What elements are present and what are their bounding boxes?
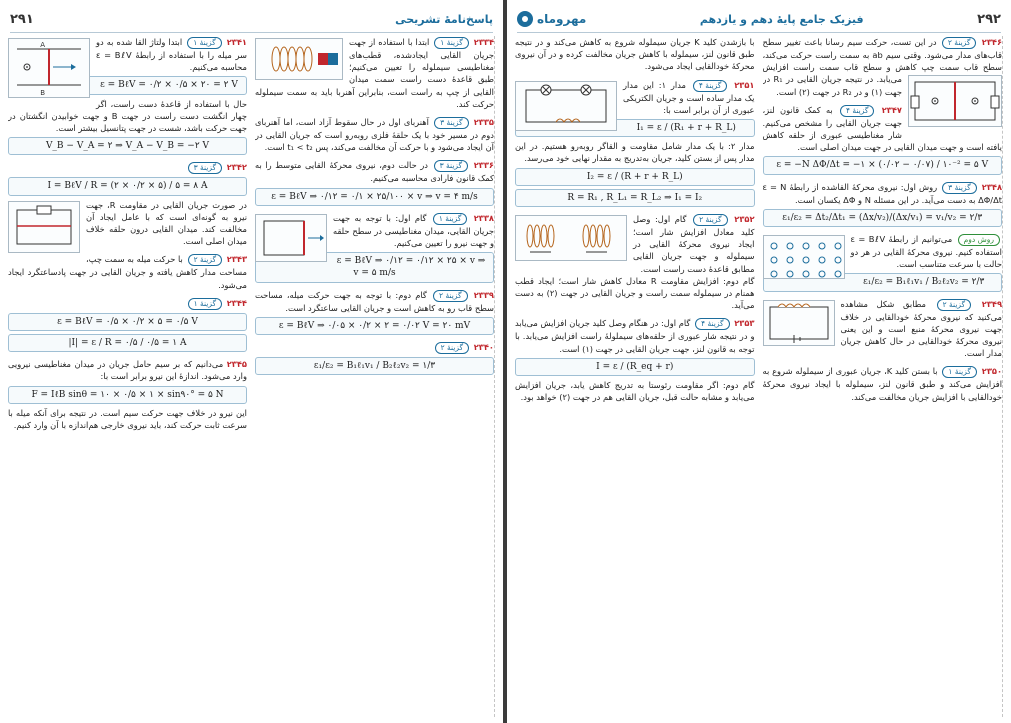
answer-block xyxy=(763,298,1003,360)
answer-badge: گزینهٔ ۴ xyxy=(693,80,728,92)
answer-block xyxy=(515,317,755,403)
publisher-logo-icon xyxy=(517,11,533,27)
right-page-col-left xyxy=(515,36,755,717)
answer-text: مدار ۱: این مدار یک مدار ساده است و جریان الکتریکی عبوری از آن برابر است با: xyxy=(623,79,755,115)
answer-text: گام دوم: اگر مقاومت رئوستا به تدریج کاهش یابد، جریان افزایش می‌یابد و مشابه حالت قبل، جریان القایی هم در جهت (۲) خواهد بود. xyxy=(515,380,755,403)
sliding-rod-circuit-figure xyxy=(908,75,1002,127)
question-number: ۲۳۴۳ xyxy=(226,254,247,265)
answer-badge: گزینهٔ ۱ xyxy=(433,213,468,225)
question-number: ۲۳۴۱ xyxy=(226,37,247,47)
answer-block xyxy=(763,365,1003,402)
answer-badge: گزینهٔ ۲ xyxy=(435,342,470,354)
answer-block xyxy=(763,36,1003,98)
answer-badge: گزینهٔ ۴ xyxy=(840,105,875,117)
answer-badge: گزینهٔ ۳ xyxy=(942,182,977,194)
answer-block xyxy=(8,297,247,352)
answer-block xyxy=(8,358,247,431)
left-page-col-right xyxy=(255,36,495,717)
page-number: ۲۹۱ xyxy=(10,11,34,27)
answer-badge: گزینهٔ ۴ xyxy=(695,318,730,330)
inductor-circuit-figure xyxy=(763,300,835,346)
answer-text: گام اول: در هنگام وصل کلید جریان افزایش می‌یابد و در نتیجه شار عبوری از حلقه‌های سیملولهٔ راست افزایش می‌یابد. با توجه به قانون لنز، جهت جریان القایی در جهت (۱) است. xyxy=(515,318,755,354)
two-solenoids-figure xyxy=(515,215,627,261)
answer-text: حال با استفاده از قاعدهٔ دست راست، اگر چهار انگشت دست راست در جهت B و جهت خوابیدن انگشتان در جهت حرکت باشد، شست در جهت پتانسیل بیشتر است. xyxy=(8,98,247,134)
page-title: فیزیک جامع پایهٔ دهم و یازدهم xyxy=(699,12,864,26)
answer-block xyxy=(8,36,247,155)
right-page xyxy=(507,0,1011,723)
answer-text: در صورت جریان القایی در مقاومت R، جهت نیرو به گونه‌ای است که با عامل ایجاد آن مخالفت کند. میدان القایی درون حلقه خلاف میدان اصلی است. xyxy=(86,199,247,247)
answer-text: در این تست، حرکت سیم رسانا باعث تغییر سطح قاب‌های مدار می‌شود. وقتی سیم ab به سمت راست حرکت می‌کند، سطح قاب سمت چپ کاهش و سطح قاب سمت راست افزایش می‌یابد. xyxy=(762,37,1002,85)
answer-text: ابتدا با استفاده از جهت جریان القایی ایجادشده، قطب‌های مغناطیسی سیملوله را تعیین می‌کنیم؛ طبق قاعدهٔ دست راست سمت میدان القایی از چپ به راست است، بنابراین آهنربا باید به سمت سیملوله حرکت کند. xyxy=(255,37,494,109)
formula: |I| = ε / R = ۰/۵ / ۰/۵ = ۱ A xyxy=(8,334,247,352)
formula: V_B − V_A = ۲ ⇒ V_A − V_B = −۲ V xyxy=(8,137,247,155)
publisher-name: مهروماه xyxy=(537,12,587,26)
question-number: ۲۳۴۵ xyxy=(226,359,247,370)
answer-block xyxy=(8,253,247,290)
answer-badge: گزینهٔ ۲ xyxy=(433,290,468,302)
method-badge: روش دوم xyxy=(958,234,1000,246)
answer-text: در حالت دوم، نیروی محرکهٔ القایی متوسط را به کمک قانون فارادی محاسبه می‌کنیم. xyxy=(255,160,494,184)
answer-badge: گزینهٔ ۱ xyxy=(434,37,469,49)
question-number: ۲۳۴۸ xyxy=(981,181,1003,192)
formula: I = ε / (R_eq + r) xyxy=(515,358,755,376)
rod-in-field-figure xyxy=(8,38,90,98)
answer-block xyxy=(255,289,494,335)
answer-text: گام دوم: افزایش مقاومت R معادل کاهش شار است؛ ایجاد قطب همنام در سیملوله سمت راست و جریان القایی در جهت (۲) به دست می‌آید. xyxy=(515,275,755,311)
formula: R = R₁ , R_L₁ = R_L₂ ⇒ I₁ = I₂ xyxy=(515,189,755,207)
left-page xyxy=(0,0,503,723)
answer-badge: گزینهٔ ۳ xyxy=(188,162,223,174)
answer-badge: گزینهٔ ۱ xyxy=(188,298,223,310)
left-page-col-left xyxy=(8,36,247,717)
formula: F = IℓB sinθ = ۱۰ × ۰/۵ × ۱ × sin۹۰° = ۵ N xyxy=(8,386,247,404)
left-page-header xyxy=(10,6,493,33)
answer-badge: گزینهٔ ۳ xyxy=(434,160,469,172)
question-number: ۲۳۳۴ xyxy=(473,37,495,47)
question-number: ۲۳۴۶ xyxy=(981,37,1003,47)
answer-text: روش اول: نیروی محرکهٔ القاشده از رابطهٔ ε = N ΔΦ/Δt به دست می‌آید. در این مسئله N و ΔΦ یکسان است. xyxy=(762,181,1002,205)
svg-text:A: A xyxy=(40,41,45,49)
answer-block xyxy=(255,341,494,375)
answer-text: گام اول: وصل کلید معادل افزایش شار است؛ ایجاد نیروی محرکهٔ القایی در سیملوله و جهت جریان القایی مطابق قاعدهٔ دست راست است. xyxy=(633,214,755,274)
answer-badge: گزینهٔ ۲ xyxy=(693,214,728,226)
answer-text: آهنربای اول در حال سقوط آزاد است، اما آهنربای دوم در مسیر خود با یک حلقهٔ فلزی روبه‌رو است که جریان القایی در آن ایجاد می‌شود و با حرکت آن مخالفت می‌کند، پس t₁ < t₂ است. xyxy=(255,117,494,153)
formula: ε = BℓV = ۰/۲ × ۰/۵ × ۲۰ = ۲ V xyxy=(8,76,247,94)
question-number: ۲۳۴۴ xyxy=(226,297,247,308)
answer-block xyxy=(763,233,1003,292)
answer-text: با بستن کلید K، جریان عبوری از سیملوله شروع به افزایش می‌کند و طبق قانون لنز، سیملوله با ایجاد نیروی محرکهٔ خودالقایی با افزایش جریان مخالفت می‌کند. xyxy=(762,366,1002,402)
publisher-brand xyxy=(517,11,586,27)
formula: ε = BℓV ⇒ ۰/۱۲ = ۰/۱۲ × ۲۵ × v ⇒ v = ۵ m/s xyxy=(255,252,494,282)
answer-text: این نیرو در خلاف جهت حرکت سیم است. در نتیجه برای آنکه میله با سرعت ثابت حرکت کند، باید نیروی خارجی هم‌اندازه با آن وارد کنیم. xyxy=(8,407,247,431)
answer-text: مدار ۲: با یک مدار شامل مقاومت و القاگر روبه‌رو هستیم. در این مدار پس از بستن کلید، جریان به‌تدریج به مقدار نهایی خود می‌رسد. xyxy=(515,141,755,164)
page-number: ۲۹۲ xyxy=(977,11,1001,27)
question-number: ۲۳۵۰ xyxy=(981,366,1003,377)
question-number: ۲۳۵۲ xyxy=(734,214,755,225)
formula: I₂ = ε / (R + r + R_L) xyxy=(515,168,755,186)
formula: I₁ = ε / (R₁ + r + R_L) xyxy=(515,119,755,137)
lamp-circuit-figure xyxy=(515,81,617,131)
formula: I = BℓV / R = (۲ × ۰/۲ × ۵) / ۵ = ۸ A xyxy=(8,177,247,195)
answer-block xyxy=(515,79,755,207)
answer-badge: گزینهٔ ۲ xyxy=(188,254,223,266)
right-page-columns xyxy=(515,36,1003,717)
formula: ε₁/ε₂ = Δt₂/Δt₁ = (Δx/v₂)/(Δx/v₁) = v₁/v₂ = ۲/۳ xyxy=(763,209,1003,227)
question-number: ۲۳۴۰ xyxy=(473,342,494,353)
formula: ε = BℓV = ۰/۵ × ۰/۲ × ۵ = ۰/۵ V xyxy=(8,313,247,331)
field-dots-figure xyxy=(763,235,845,279)
answer-badge: گزینهٔ ۲ xyxy=(937,299,972,311)
answer-block xyxy=(255,36,494,110)
formula: ε = BℓV ⇒ ۰/۰۵ × ۰/۲ × ۲ = ۰/۰۲ V = ۲۰ mV xyxy=(255,317,494,335)
formula: ε = −N ΔΦ/Δt = −۱ × (۰/۰۲ − ۰/۰۷) / ۱۰⁻² = ۵ V xyxy=(763,156,1003,174)
question-number: ۲۳۳۵ xyxy=(473,117,494,128)
question-number: ۲۳۴۷ xyxy=(881,104,902,115)
question-number: ۲۳۳۶ xyxy=(473,160,494,171)
right-page-header xyxy=(517,6,1001,33)
answer-block xyxy=(515,36,755,73)
answer-text: گام اول: با توجه به جهت جریان القایی، میدان مغناطیسی در سطح حلقه و جهت نیرو را تعیین می‌کنیم. xyxy=(333,212,494,249)
answer-text: با حرکت میله به سمت چپ، مساحت مدار کاهش یافته و جریان القایی در جهت پادساعتگرد ایجاد می‌شود. xyxy=(8,254,247,290)
formula: ε₁/ε₂ = B₁ℓ₁v₁ / B₂ℓ₂v₂ = ۱/۳ xyxy=(255,357,494,375)
answer-badge: گزینهٔ ۳ xyxy=(434,117,469,129)
question-number: ۲۳۴۹ xyxy=(981,298,1003,309)
answer-block xyxy=(255,159,494,205)
answer-block xyxy=(763,181,1003,227)
answer-text: با بازشدن کلید K جریان سیملوله شروع به کاهش می‌کند و در نتیجه طبق قانون لنز، سیملوله با کاهش جریان مخالفت کرده و در آن نیروی محرکهٔ خودالقایی ایجاد می‌شود. xyxy=(515,37,755,72)
left-page-columns xyxy=(8,36,495,717)
answer-block xyxy=(515,213,755,311)
question-number: ۲۳۴۲ xyxy=(226,162,247,173)
answer-text: می‌دانیم که بر سیم حامل جریان در میدان مغناطیسی نیرویی وارد می‌شود. اندازهٔ این نیرو برابر است با: xyxy=(8,359,247,382)
question-number: ۲۳۳۹ xyxy=(473,289,494,300)
answer-badge: گزینهٔ ۲ xyxy=(942,37,977,49)
answer-block xyxy=(8,161,247,247)
answer-text: ابتدا ولتاژ القا شده به دو سر میله را با استفاده از رابطهٔ ε = BℓV محاسبه می‌کنیم. xyxy=(96,37,247,73)
answer-text: در نتیجه جریان القایی در R₁ در جهت (۱) و در R₂ در جهت (۲) است. xyxy=(762,74,902,97)
answer-badge: گزینهٔ ۱ xyxy=(187,37,222,49)
loop-in-field-figure xyxy=(255,214,327,262)
question-number: ۲۳۵۱ xyxy=(734,79,755,90)
answer-block xyxy=(255,116,494,153)
svg-text:B: B xyxy=(40,89,45,97)
answer-block xyxy=(255,212,494,283)
answer-text: به کمک قانون لنز، جهت جریان القایی را مشخص می‌کنیم. شار مغناطیسی عبوری از حلقه کاهش یافته است و جهت میدان القایی در جهت میدان اصلی است. xyxy=(762,104,1002,153)
answer-text: می‌توانیم از رابطهٔ ε = BℓV استفاده کنیم. نیروی محرکهٔ القایی در هر دو حالت با سرعت متناسب است. xyxy=(850,234,1002,270)
question-number: ۲۳۳۸ xyxy=(473,212,494,223)
page-title: پاسخ‌نامهٔ تشریحی xyxy=(395,12,493,26)
answer-badge: گزینهٔ ۱ xyxy=(942,366,977,378)
right-page-col-right xyxy=(763,36,1004,717)
answer-text: مطابق شکل مشاهده می‌کنید که نیروی محرکهٔ خودالقایی در خلاف جهت نیروی محرکهٔ منبع است و این یعنی نیروی محرکهٔ خودالقایی در حال کاهش جریان مدار است. xyxy=(840,298,1002,359)
answer-text: گام دوم: با توجه به جهت حرکت میله، مساحت سطح قاب رو به کاهش است و جریان القایی ساعتگرد است. xyxy=(255,289,494,313)
formula: ε₁/ε₂ = B₁ℓ₁v₁ / B₂ℓ₂v₂ = ۲/۳ xyxy=(763,273,1003,291)
question-number: ۲۳۵۳ xyxy=(734,318,755,329)
solenoid-figure xyxy=(255,38,343,80)
formula: ε = BℓV ⇒ ۰/۱۲ = ۰/۱ × ۲۵/۱۰۰ × v ⇒ v = ۴ m/s xyxy=(255,188,494,206)
circuit-figure xyxy=(8,201,80,253)
